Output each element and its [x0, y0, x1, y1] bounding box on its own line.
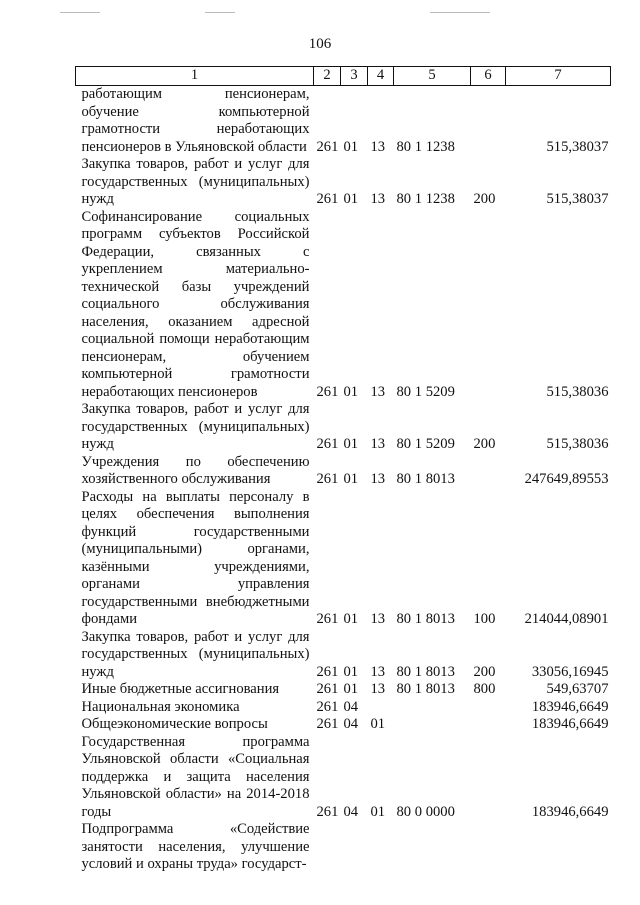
row-amount: 183946,6649 [531, 716, 609, 732]
row-code-section: 01 [343, 436, 359, 452]
row-code-subsection: 13 [370, 436, 386, 452]
row-code-expense-type [471, 699, 506, 717]
row-code-subsection: 13 [370, 383, 386, 400]
row-code-ministry: 261 [316, 436, 339, 452]
row-code-subsection: 01 [370, 803, 386, 820]
row-amount: 549,63707 [546, 681, 609, 697]
row-code-subsection: 01 [370, 716, 386, 732]
row-code-ministry: 261 [316, 191, 339, 207]
row-code-expense-type [471, 454, 506, 489]
scan-artifact [430, 12, 490, 13]
row-code-subsection: 13 [370, 138, 386, 155]
header-col-1: 1 [76, 67, 314, 86]
row-amount: 33056,16945 [531, 663, 609, 680]
table-header-row [76, 67, 611, 86]
row-code-target: 80 1 8013 [396, 611, 455, 627]
row-code-expense-type: 200 [473, 191, 496, 207]
header-col-2: 2 [314, 67, 341, 86]
row-code-section [341, 821, 368, 874]
row-code-ministry: 261 [316, 138, 339, 155]
table-row [76, 209, 611, 402]
row-code-section: 01 [343, 383, 359, 400]
page-number: 106 [308, 36, 332, 52]
row-code-target [394, 699, 471, 717]
row-code-ministry: 261 [316, 698, 339, 715]
row-code-subsection [368, 821, 394, 874]
row-code-section: 01 [343, 663, 359, 680]
row-code-expense-type [471, 716, 506, 734]
row-description: Национальная экономика [81, 698, 240, 715]
row-code-subsection [368, 699, 394, 717]
table-row [76, 734, 611, 822]
row-description: Закупка товаров, работ и услуг для государственных (муниципальных) нужд [81, 628, 310, 680]
row-description: Государственная программа Ульяновской области «Социальная поддержка и защита населения Ульяновской области» на 2014-2018 годы [81, 733, 310, 820]
row-code-target: 80 1 5209 [396, 436, 455, 452]
row-code-expense-type [471, 821, 506, 874]
header-col-5: 5 [394, 67, 471, 86]
scan-artifact [205, 12, 235, 13]
row-amount: 515,38037 [546, 138, 609, 155]
row-code-expense-type: 200 [473, 663, 496, 680]
budget-table [75, 66, 611, 874]
row-code-subsection: 13 [370, 681, 386, 697]
row-description: работающим пенсионерам, обучение компьютерной грамотности неработающих пенсионеров в Ульяновской области [81, 86, 310, 155]
row-code-section: 04 [343, 803, 359, 820]
row-code-target: 80 1 1238 [396, 191, 455, 207]
table-row [76, 716, 611, 734]
header-col-6: 6 [471, 67, 506, 86]
row-code-section: 01 [343, 471, 359, 487]
row-description: Иные бюджетные ассигнования [81, 681, 280, 697]
budget-table-wrapper [75, 66, 610, 874]
row-code-ministry: 261 [316, 611, 339, 627]
row-code-target: 80 1 8013 [396, 663, 455, 680]
row-code-ministry: 261 [316, 383, 339, 400]
row-amount: 183946,6649 [531, 803, 609, 820]
row-code-expense-type [471, 734, 506, 822]
row-description: Софинансирование социальных программ субъектов Российской Федерации, связанных с укреплением материально-технической базы учреждений социального обслуживания населения, оказанием адресной социальной помощи неработающим пенсионерам, обучением компьютерной грамотности неработающих пенсионеров [81, 208, 310, 400]
row-code-section: 04 [343, 698, 359, 715]
row-description: Учреждения по обеспечению хозяйственного обслуживания [81, 453, 310, 487]
table-row [76, 821, 611, 874]
row-code-section: 01 [343, 191, 359, 207]
scan-artifact [60, 12, 100, 13]
row-code-target [394, 716, 471, 734]
row-code-target: 80 1 8013 [396, 471, 455, 487]
row-description: Закупка товаров, работ и услуг для государственных (муниципальных) нужд [81, 156, 310, 207]
row-code-section: 04 [343, 716, 359, 732]
row-code-subsection: 13 [370, 191, 386, 207]
row-code-ministry: 261 [316, 803, 339, 820]
table-row [76, 401, 611, 454]
row-code-ministry [314, 821, 341, 874]
row-code-target [394, 821, 471, 874]
table-row [76, 681, 611, 699]
row-code-section: 01 [343, 138, 359, 155]
row-description: Закупка товаров, работ и услуг для государственных (муниципальных) нужд [81, 401, 310, 452]
row-code-section: 01 [343, 681, 359, 697]
row-amount: 515,38036 [546, 436, 609, 452]
row-code-expense-type: 800 [473, 681, 496, 697]
row-code-target: 80 0 0000 [396, 803, 455, 820]
row-amount: 214044,08901 [524, 611, 609, 627]
table-row [76, 489, 611, 629]
table-row [76, 156, 611, 209]
table-row [76, 86, 611, 157]
row-description: Расходы на выплаты персоналу в целях обеспечения выполнения функций государственными (муниципальными) органами, казёнными учреждениями, органами управления государственными внебюджетными фондами [81, 488, 310, 627]
row-code-expense-type [471, 209, 506, 402]
header-col-7: 7 [506, 67, 611, 86]
row-description: Общеэкономические вопросы [81, 716, 268, 732]
row-code-ministry: 261 [316, 471, 339, 487]
row-code-section: 01 [343, 611, 359, 627]
row-code-target: 80 1 1238 [396, 138, 455, 155]
header-col-4: 4 [368, 67, 394, 86]
row-code-subsection: 13 [370, 611, 386, 627]
row-code-target: 80 1 8013 [396, 681, 455, 697]
row-code-expense-type: 100 [473, 611, 496, 627]
row-code-target: 80 1 5209 [396, 383, 455, 400]
row-amount [506, 821, 611, 874]
row-amount: 515,38037 [546, 191, 609, 207]
table-row [76, 699, 611, 717]
row-code-subsection: 13 [370, 471, 386, 487]
table-row [76, 629, 611, 682]
table-row [76, 454, 611, 489]
row-amount: 515,38036 [546, 383, 609, 400]
row-code-ministry: 261 [316, 663, 339, 680]
row-description: Подпрограмма «Содействие занятости населения, улучшение условий и охраны труда» государст- [81, 821, 310, 872]
row-code-subsection: 13 [370, 663, 386, 680]
row-code-ministry: 261 [316, 681, 339, 697]
row-amount: 247649,89553 [524, 471, 609, 487]
row-code-ministry: 261 [316, 716, 339, 732]
row-code-expense-type [471, 86, 506, 157]
row-code-expense-type: 200 [473, 436, 496, 452]
row-amount: 183946,6649 [531, 698, 609, 715]
header-col-3: 3 [341, 67, 368, 86]
